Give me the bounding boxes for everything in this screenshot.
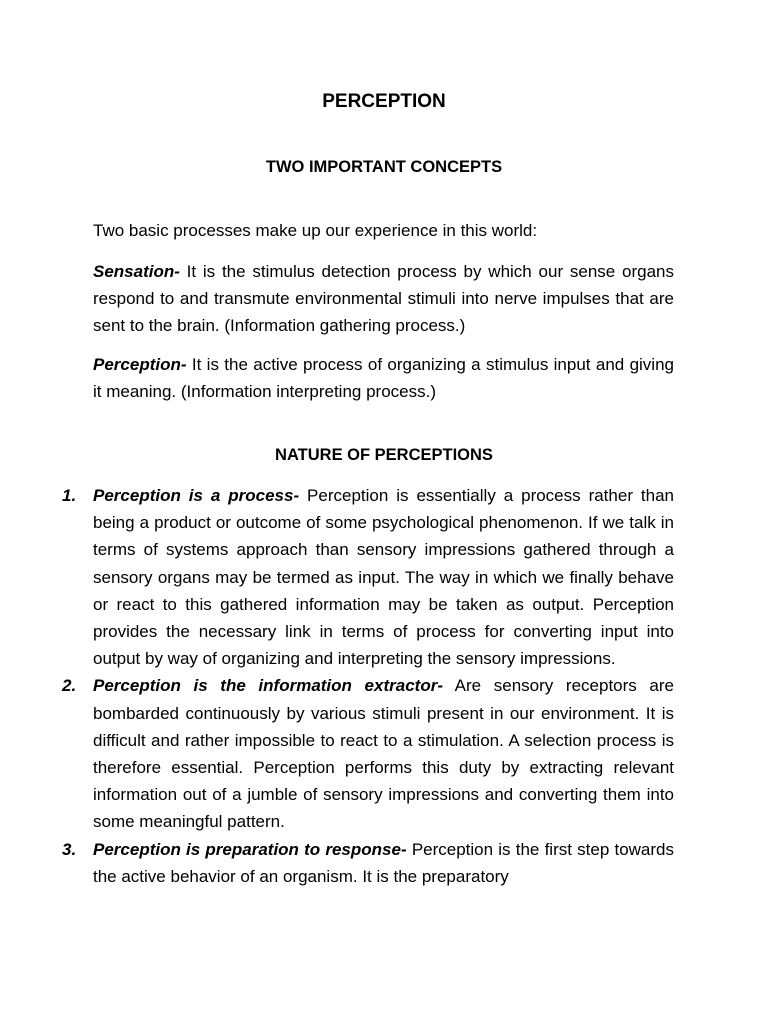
list-item (62, 482, 674, 672)
definition-sensation (93, 258, 674, 340)
list-number: 1. (62, 486, 77, 505)
definition-term: Perception- (93, 355, 187, 374)
list-text: Perception is the first step towards the active behavior of an organism. It is the preparatory (93, 839, 674, 886)
section-heading: NATURE OF PERCEPTIONS (275, 446, 493, 464)
definition-text: It is the active process of organizing a stimulus input and giving it meaning. (Information interpreting process.) (93, 355, 674, 402)
list-item (62, 836, 674, 890)
intro-paragraph: Two basic processes make up our experience in this world: (93, 221, 538, 240)
list-term: Perception is a process- (93, 486, 300, 505)
list-item (62, 672, 674, 835)
definition-term: Sensation- (93, 262, 180, 281)
definition-perception (93, 351, 674, 405)
section-subtitle: TWO IMPORTANT CONCEPTS (265, 158, 503, 176)
nature-list (62, 482, 674, 890)
document-title: PERCEPTION (322, 91, 446, 112)
list-text: Perception is essentially a process rather than being a product or outcome of some psychological phenomenon. If we talk in terms of systems approach than sensory impressions gathered through a sensory organs may be termed as input. The way in which we finally behave or react to this gathered information may be taken as output. Perception provides the necessary link in terms of process for converting input into output by way of organizing and interpreting the sensory impressions. (93, 486, 674, 669)
definition-text: It is the stimulus detection process by which our sense organs respond to and transmute environmental stimuli into nerve impulses that are sent to the brain. (Information gathering process.) (93, 262, 674, 336)
list-number: 3. (62, 839, 77, 859)
list-text: Are sensory receptors are bombarded continuously by various stimuli present in our environment. It is difficult and rather impossible to react to a stimulation. A selection process is therefore essential. Perception performs this duty by extracting relevant information out of a jumble of sensory impressions and converting them into some meaningful pattern. (93, 676, 674, 832)
list-number: 2. (62, 676, 77, 696)
list-term: Perception is the information extractor- (93, 676, 443, 696)
list-term: Perception is preparation to response- (93, 839, 407, 859)
